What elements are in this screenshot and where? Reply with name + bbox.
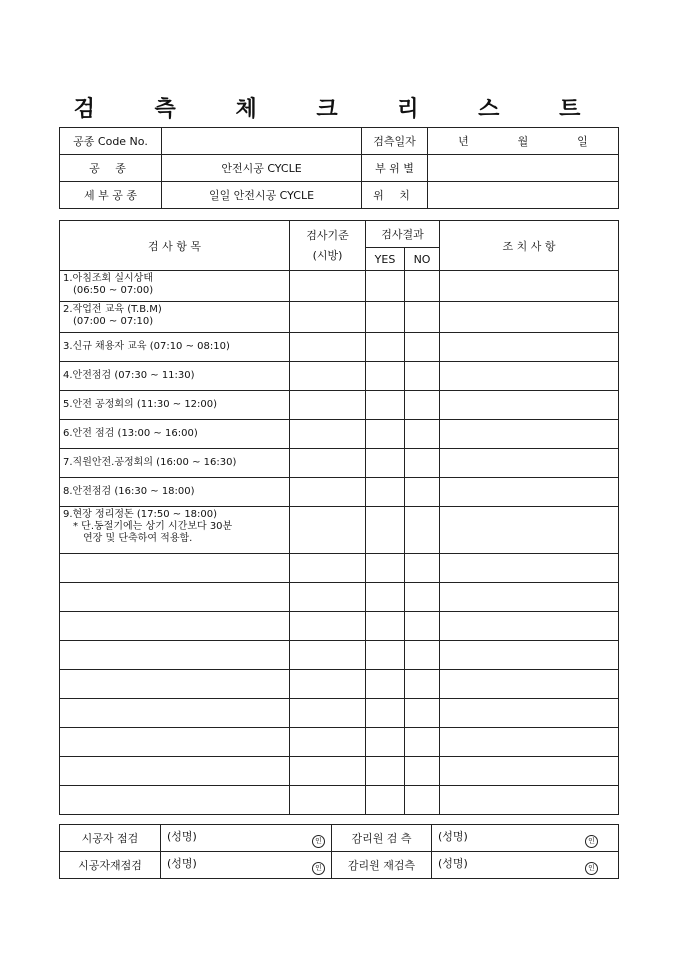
name-label: (성명) xyxy=(438,857,468,870)
item-standard-cell[interactable] xyxy=(290,478,366,507)
blank-cell[interactable] xyxy=(60,670,290,699)
checklist-item-4 xyxy=(60,362,290,391)
supervisor-reinspect-label: 감리원 재검측 xyxy=(332,852,432,879)
col-item-header: 검 사 항 목 xyxy=(60,221,290,271)
blank-cell[interactable] xyxy=(366,612,405,641)
blank-cell[interactable] xyxy=(440,612,619,641)
checklist-row xyxy=(60,302,619,333)
item-no-cell[interactable] xyxy=(405,271,440,302)
blank-cell[interactable] xyxy=(366,757,405,786)
contractor-recheck-label: 시공자재점검 xyxy=(60,852,161,879)
blank-cell[interactable] xyxy=(60,612,290,641)
detail-value[interactable]: 일일 안전시공 CYCLE xyxy=(162,182,362,209)
supervisor-reinspect-sign[interactable] xyxy=(432,852,619,879)
blank-cell[interactable] xyxy=(290,641,366,670)
item-line2: (07:00 ~ 07:10) xyxy=(73,316,154,327)
item-no-cell[interactable] xyxy=(405,362,440,391)
item-no-cell[interactable] xyxy=(405,449,440,478)
item-yes-cell[interactable] xyxy=(366,302,405,333)
inspect-date-label: 검측일자 xyxy=(362,128,428,155)
blank-cell[interactable] xyxy=(366,641,405,670)
blank-cell[interactable] xyxy=(290,757,366,786)
blank-cell[interactable] xyxy=(440,670,619,699)
blank-cell[interactable] xyxy=(405,728,440,757)
blank-row xyxy=(60,612,619,641)
blank-cell[interactable] xyxy=(290,699,366,728)
blank-row xyxy=(60,786,619,815)
item-yes-cell[interactable] xyxy=(366,478,405,507)
blank-cell[interactable] xyxy=(405,554,440,583)
checklist-item-1 xyxy=(60,271,290,302)
item-no-cell[interactable] xyxy=(405,302,440,333)
page-title: 검 측 체 크 리 스 트 xyxy=(73,96,607,122)
seal-icon: 인 xyxy=(312,835,325,848)
part-label: 부 위 별 xyxy=(362,155,428,182)
contractor-check-sign[interactable] xyxy=(161,825,332,852)
blank-cell[interactable] xyxy=(405,757,440,786)
checklist-row xyxy=(60,449,619,478)
code-label: 공종 Code No. xyxy=(60,128,162,155)
checklist-row xyxy=(60,420,619,449)
item9-no[interactable] xyxy=(405,507,440,554)
item-line1: 6.안전 점검 (13:00 ~ 16:00) xyxy=(63,428,198,439)
blank-cell[interactable] xyxy=(440,554,619,583)
blank-cell[interactable] xyxy=(440,699,619,728)
col-result-header: 검사결과 xyxy=(366,221,440,248)
blank-row xyxy=(60,728,619,757)
col-standard-header xyxy=(290,221,366,271)
blank-cell[interactable] xyxy=(405,641,440,670)
checklist-item-7 xyxy=(60,449,290,478)
item-standard-cell[interactable] xyxy=(290,420,366,449)
item-line1: 7.직원안전.공정회의 (16:00 ~ 16:30) xyxy=(63,457,237,468)
item-yes-cell[interactable] xyxy=(366,391,405,420)
location-value[interactable] xyxy=(428,182,619,209)
blank-cell[interactable] xyxy=(440,757,619,786)
blank-cell[interactable] xyxy=(290,612,366,641)
blank-cell[interactable] xyxy=(366,670,405,699)
item-line1: 4.안전점검 (07:30 ~ 11:30) xyxy=(63,370,195,381)
header-table xyxy=(59,127,619,209)
checklist-item-2 xyxy=(60,302,290,333)
item-standard-cell[interactable] xyxy=(290,271,366,302)
col-no-header: NO xyxy=(405,248,440,271)
checklist-item-6 xyxy=(60,420,290,449)
blank-cell[interactable] xyxy=(60,583,290,612)
blank-cell[interactable] xyxy=(290,554,366,583)
item-line2: (06:50 ~ 07:00) xyxy=(73,285,154,296)
blank-cell[interactable] xyxy=(405,612,440,641)
item-standard-cell[interactable] xyxy=(290,391,366,420)
name-label: (성명) xyxy=(438,830,468,843)
standard-line2: (시방) xyxy=(312,248,343,262)
item-line1: 8.안전점검 (16:30 ~ 18:00) xyxy=(63,486,195,497)
item-action-cell[interactable] xyxy=(440,391,619,420)
blank-cell[interactable] xyxy=(290,670,366,699)
blank-cell[interactable] xyxy=(60,699,290,728)
checklist-item-9 xyxy=(60,507,290,554)
item-action-cell[interactable] xyxy=(440,449,619,478)
item9-line2: * 단.동절기에는 상기 시간보다 30분 xyxy=(73,521,233,532)
item-yes-cell[interactable] xyxy=(366,449,405,478)
blank-cell[interactable] xyxy=(60,554,290,583)
seal-icon: 인 xyxy=(585,835,598,848)
item-yes-cell[interactable] xyxy=(366,420,405,449)
seal-icon: 인 xyxy=(585,862,598,875)
item-no-cell[interactable] xyxy=(405,333,440,362)
blank-cell[interactable] xyxy=(290,583,366,612)
blank-cell[interactable] xyxy=(60,641,290,670)
blank-row xyxy=(60,670,619,699)
blank-cell[interactable] xyxy=(60,757,290,786)
blank-row xyxy=(60,699,619,728)
blank-row xyxy=(60,757,619,786)
blank-cell[interactable] xyxy=(440,728,619,757)
checklist-item-3 xyxy=(60,333,290,362)
location-label: 위 치 xyxy=(362,182,428,209)
blank-cell[interactable] xyxy=(366,699,405,728)
blank-cell[interactable] xyxy=(440,641,619,670)
checklist-row xyxy=(60,333,619,362)
blank-cell[interactable] xyxy=(405,670,440,699)
item-no-cell[interactable] xyxy=(405,478,440,507)
blank-cell[interactable] xyxy=(366,583,405,612)
col-action-header: 조 치 사 항 xyxy=(440,221,619,271)
checklist-item-8 xyxy=(60,478,290,507)
blank-row xyxy=(60,583,619,612)
blank-row xyxy=(60,641,619,670)
blank-cell[interactable] xyxy=(405,583,440,612)
contractor-check-label: 시공자 점검 xyxy=(60,825,161,852)
item-line1: 5.안전 공정회의 (11:30 ~ 12:00) xyxy=(63,399,218,410)
item-standard-cell[interactable] xyxy=(290,333,366,362)
item-yes-cell[interactable] xyxy=(366,362,405,391)
blank-cell[interactable] xyxy=(60,786,290,815)
checklist-row xyxy=(60,391,619,420)
item9-yes[interactable] xyxy=(366,507,405,554)
item-no-cell[interactable] xyxy=(405,391,440,420)
blank-row xyxy=(60,554,619,583)
name-label: (성명) xyxy=(167,830,197,843)
supervisor-inspect-label: 감리원 검 측 xyxy=(332,825,432,852)
item-action-cell[interactable] xyxy=(440,362,619,391)
detail-label: 세 부 공 종 xyxy=(60,182,162,209)
item9-standard[interactable] xyxy=(290,507,366,554)
contractor-recheck-sign[interactable] xyxy=(161,852,332,879)
item-line1: 2.작업전 교육 (T.B.M) xyxy=(63,304,162,315)
work-label: 공 종 xyxy=(60,155,162,182)
day-label: 일 xyxy=(577,135,588,148)
month-label: 월 xyxy=(517,135,529,148)
name-label: (성명) xyxy=(167,857,197,870)
blank-cell[interactable] xyxy=(440,786,619,815)
blank-cell[interactable] xyxy=(366,786,405,815)
blank-cell[interactable] xyxy=(290,786,366,815)
item-standard-cell[interactable] xyxy=(290,302,366,333)
item-line1: 1.아침조회 실시상태 xyxy=(63,273,153,284)
item-action-cell[interactable] xyxy=(440,478,619,507)
item-no-cell[interactable] xyxy=(405,420,440,449)
checklist-row xyxy=(60,271,619,302)
blank-cell[interactable] xyxy=(405,786,440,815)
standard-line1: 검사기준 xyxy=(306,228,349,242)
item9-line1: 9.현장 정리정돈 (17:50 ~ 18:00) xyxy=(63,509,218,520)
item-standard-cell[interactable] xyxy=(290,362,366,391)
checklist-row xyxy=(60,362,619,391)
blank-cell[interactable] xyxy=(366,728,405,757)
work-value[interactable]: 안전시공 CYCLE xyxy=(162,155,362,182)
item-line1: 3.신규 채용자 교육 (07:10 ~ 08:10) xyxy=(63,341,230,352)
item9-action[interactable] xyxy=(440,507,619,554)
item-action-cell[interactable] xyxy=(440,271,619,302)
seal-icon: 인 xyxy=(312,862,325,875)
blank-cell[interactable] xyxy=(366,554,405,583)
item-yes-cell[interactable] xyxy=(366,271,405,302)
item-standard-cell[interactable] xyxy=(290,449,366,478)
part-value[interactable] xyxy=(428,155,619,182)
item-action-cell[interactable] xyxy=(440,420,619,449)
item9-line3: 연장 및 단축하여 적용함. xyxy=(83,533,193,544)
blank-cell[interactable] xyxy=(440,583,619,612)
checklist-table xyxy=(59,220,619,815)
checklist-items xyxy=(60,271,619,507)
signature-table xyxy=(59,824,619,879)
item-yes-cell[interactable] xyxy=(366,333,405,362)
checklist-row xyxy=(60,478,619,507)
blank-cell[interactable] xyxy=(60,728,290,757)
col-yes-header: YES xyxy=(366,248,405,271)
checklist-item-5 xyxy=(60,391,290,420)
item-action-cell[interactable] xyxy=(440,302,619,333)
code-value[interactable] xyxy=(162,128,362,155)
inspect-date-value[interactable] xyxy=(428,128,619,155)
supervisor-inspect-sign[interactable] xyxy=(432,825,619,852)
blank-cell[interactable] xyxy=(405,699,440,728)
checklist-blank-rows xyxy=(60,554,619,815)
blank-cell[interactable] xyxy=(290,728,366,757)
item-action-cell[interactable] xyxy=(440,333,619,362)
year-label: 년 xyxy=(458,135,469,148)
